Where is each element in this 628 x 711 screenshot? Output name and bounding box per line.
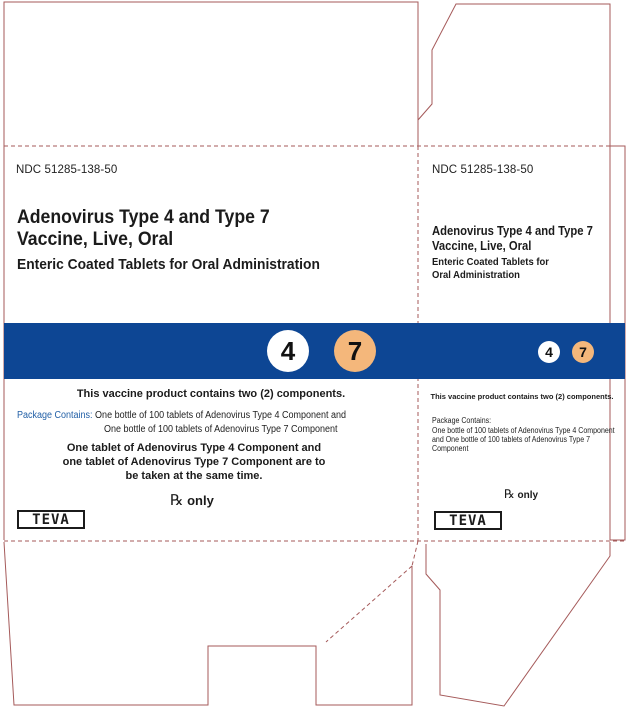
side-bottom-flap-outline — [426, 542, 610, 706]
front-rx-only — [170, 491, 214, 509]
front-top-flap-outline — [4, 2, 418, 146]
side-product-title-line1: Adenovirus Type 4 and Type 7 — [432, 224, 593, 238]
front-dosing-line2: one tablet of Adenovirus Type 7 Component are to — [62, 456, 326, 468]
side-top-flap-outline — [418, 4, 610, 146]
front-type-7-badge: 7 — [334, 330, 376, 372]
front-package-line1-text: One bottle of 100 tablets of Adenovirus Type 4 Component and — [95, 410, 347, 421]
side-package-line2: and One bottle of 100 tablets of Adenovirus Type 7 — [432, 435, 591, 444]
front-package-contents-line1 — [17, 409, 346, 422]
side-product-subtitle-line2: Oral Administration — [432, 269, 520, 281]
front-teva-logo: TEVA — [17, 510, 85, 529]
front-package-contents-line2: One bottle of 100 tablets of Adenovirus Type 7 Component — [104, 424, 338, 435]
front-components-statement: This vaccine product contains two (2) components. — [76, 388, 346, 400]
side-package-contains-label: Package Contains: — [432, 416, 492, 425]
front-dosing-line1: One tablet of Adenovirus Type 4 Component and — [66, 442, 322, 454]
front-product-title-line1: Adenovirus Type 4 and Type 7 — [17, 207, 270, 228]
side-rx-only — [504, 487, 538, 501]
rx-only-text: only — [187, 493, 214, 508]
color-band — [4, 323, 625, 379]
side-package-line3: Component — [432, 444, 469, 453]
rx-symbol: ℞ — [170, 491, 184, 509]
front-ndc-number: NDC 51285-138-50 — [16, 164, 118, 176]
side-ndc-number: NDC 51285-138-50 — [432, 164, 534, 176]
side-rx-only-text: only — [517, 490, 539, 501]
front-type-4-badge: 4 — [267, 330, 309, 372]
front-package-contains-label: Package Contains: — [17, 410, 93, 421]
side-components-statement: This vaccine product contains two (2) components. — [430, 392, 614, 401]
side-package-line1: One bottle of 100 tablets of Adenovirus Type 4 Component — [432, 426, 615, 435]
side-rx-symbol: ℞ — [504, 487, 515, 501]
front-dosing-line3: be taken at the same time. — [125, 470, 263, 482]
front-bottom-flap-outline — [4, 542, 412, 705]
side-teva-logo: TEVA — [434, 511, 502, 530]
side-type-7-badge: 7 — [572, 341, 594, 363]
bottom-diagonal-fold — [326, 566, 412, 642]
bottom-diagonal-fold-2 — [412, 541, 418, 566]
front-product-subtitle: Enteric Coated Tablets for Oral Administration — [17, 256, 320, 273]
front-product-title-line2: Vaccine, Live, Oral — [17, 229, 174, 250]
side-product-subtitle-line1: Enteric Coated Tablets for — [432, 256, 549, 268]
side-type-4-badge: 4 — [538, 341, 560, 363]
side-product-title-line2: Vaccine, Live, Oral — [432, 239, 532, 253]
